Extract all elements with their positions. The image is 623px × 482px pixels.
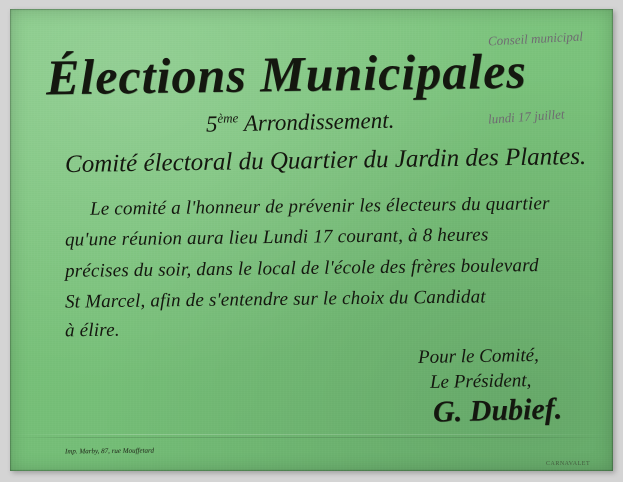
archive-stamp: CARNAVALET xyxy=(546,461,591,467)
signature: G. Dubief. xyxy=(432,392,563,429)
body-line-2: qu'une réunion aura lieu Lundi 17 courant, à 8 heures xyxy=(64,224,489,251)
body-line-4: St Marcel, afin de s'entendre sur le choix du Candidat xyxy=(64,286,486,313)
body-line-1: Le comité a l'honneur de prévenir les électeurs du quartier xyxy=(89,193,550,220)
paper-crease-highlight xyxy=(10,434,613,435)
closing-line-2: Le Président, xyxy=(429,370,532,393)
committee-line: Comité électoral du Quartier du Jardin des Plantes. xyxy=(64,142,587,179)
paper-crease xyxy=(10,437,613,438)
arrondissement-suffix: ème xyxy=(217,110,239,126)
arrondissement-rest: Arrondissement. xyxy=(238,107,395,136)
body-line-5: à élire. xyxy=(64,319,120,342)
arrondissement-line xyxy=(206,107,395,138)
pencil-annotation-date: lundi 17 juillet xyxy=(487,106,565,127)
pencil-annotation-top-right: Conseil municipal xyxy=(487,28,584,49)
closing-line-1: Pour le Comité, xyxy=(417,344,540,369)
poster-title: Élections Municipales xyxy=(45,42,528,106)
body-line-3: précises du soir, dans le local de l'école des frères boulevard xyxy=(64,255,539,282)
arrondissement-number: 5 xyxy=(205,111,218,137)
printer-imprint: Imp. Marby, 87, rue Mouffetard xyxy=(64,446,155,456)
poster-sheet xyxy=(10,9,613,471)
